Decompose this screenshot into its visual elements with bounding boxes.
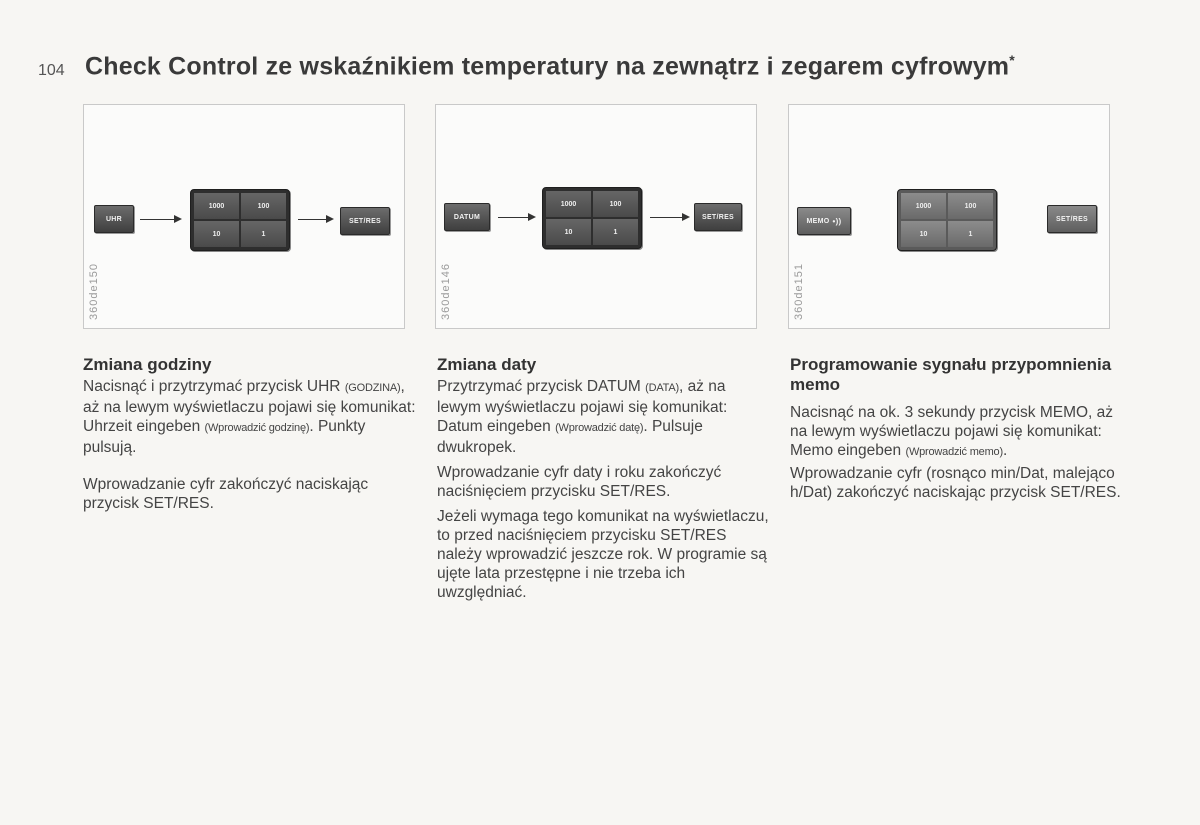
arrow-icon — [498, 217, 534, 218]
translation-note: (GODZINA) — [344, 382, 401, 394]
figure-code: 360de150 — [88, 263, 100, 320]
section-memo — [790, 355, 1130, 512]
digit-display — [897, 189, 997, 251]
paragraph-text: , aż na lewym wyświetlaczu pojawi się komunikat: Datum eingeben — [437, 378, 728, 435]
figure-code: 360de151 — [793, 263, 805, 320]
page-number: 104 — [38, 62, 65, 79]
section-heading: Zmiana daty — [437, 355, 537, 374]
paragraph-text: Nacisnąć na ok. 3 sekundy przycisk MEMO, aż na lewym wyświetlaczu pojawi się komunikat: Memo eingeben — [790, 404, 1114, 459]
display-cell-1000: 1000 — [194, 193, 239, 219]
translation-note: (Wprowadzić memo) — [905, 446, 1003, 458]
memo-button — [797, 207, 851, 235]
paragraph: Wprowadzanie cyfr (rosnąco min/Dat, malejąco h/Dat) zakończyć naciskając przycisk SET/RES. — [790, 465, 1121, 501]
section-date — [437, 355, 773, 608]
display-cell-100: 100 — [241, 193, 286, 219]
page-title — [85, 52, 1015, 81]
memo-button-label: MEMO — [806, 217, 830, 225]
section-heading: Programowanie sygnału przypomnienia memo — [790, 355, 1112, 394]
translation-note: (Wprowadzić datę) — [555, 422, 644, 434]
section-time — [83, 355, 423, 523]
translation-note: (Wprowadzić godzinę) — [204, 422, 310, 434]
paragraph: Wprowadzanie cyfr daty i roku zakończyć naciśnięciem przycisku SET/RES. — [437, 464, 722, 500]
display-cell-10: 10 — [194, 221, 239, 247]
paragraph-text: . Pulsuje dwukropek. — [437, 418, 703, 456]
digit-display — [542, 187, 642, 249]
uhr-button: UHR — [94, 205, 134, 233]
display-cell-1: 1 — [593, 219, 638, 245]
set-res-button: SET/RES — [1047, 205, 1097, 233]
paragraph — [83, 377, 423, 457]
set-res-button: SET/RES — [340, 207, 390, 235]
page-title-text: Check Control ze wskaźnikiem temperatury na zewnątrz i zegarem cyfrowym — [85, 52, 1010, 81]
paragraph: Wprowadzanie cyfr zakończyć naciskając przycisk SET/RES. — [83, 476, 369, 512]
paragraph — [437, 377, 773, 457]
datum-button: DATUM — [444, 203, 490, 231]
figure-time-setting — [83, 104, 405, 329]
display-cell-10: 10 — [901, 221, 946, 247]
set-res-button: SET/RES — [694, 203, 742, 231]
sound-waves-icon: •)) — [832, 216, 842, 226]
display-cell-100: 100 — [948, 193, 993, 219]
display-cell-1000: 1000 — [901, 193, 946, 219]
paragraph-text: . Punkty pulsują. — [83, 418, 366, 456]
figure-memo-setting — [788, 104, 1110, 329]
arrow-icon — [298, 219, 332, 220]
paragraph-text: Przytrzymać przycisk DATUM — [437, 378, 641, 395]
paragraph: Jeżeli wymaga tego komunikat na wyświetlaczu, to przed naciśnięciem przycisku SET/RES należy wprowadzić jeszcze rok. W programie są ujęte lata przestępne i nie trzeba ich uwzględniać. — [437, 508, 769, 601]
paragraph — [790, 403, 1130, 462]
arrow-icon — [140, 219, 180, 220]
arrow-icon — [650, 217, 688, 218]
figure-code: 360de146 — [440, 263, 452, 320]
paragraph-text: . — [1002, 442, 1008, 459]
display-cell-1000: 1000 — [546, 191, 591, 217]
figure-date-setting — [435, 104, 757, 329]
display-cell-1: 1 — [241, 221, 286, 247]
translation-note: (DATA) — [645, 382, 679, 394]
paragraph-text: , aż na lewym wyświetlaczu pojawi się komunikat: Uhrzeit eingeben — [83, 378, 416, 435]
display-cell-1: 1 — [948, 221, 993, 247]
display-cell-10: 10 — [546, 219, 591, 245]
paragraph-text: Nacisnąć i przytrzymać przycisk UHR — [83, 378, 341, 395]
section-heading: Zmiana godziny — [83, 355, 212, 374]
digit-display — [190, 189, 290, 251]
footnote-mark: * — [1009, 52, 1015, 68]
display-cell-100: 100 — [593, 191, 638, 217]
